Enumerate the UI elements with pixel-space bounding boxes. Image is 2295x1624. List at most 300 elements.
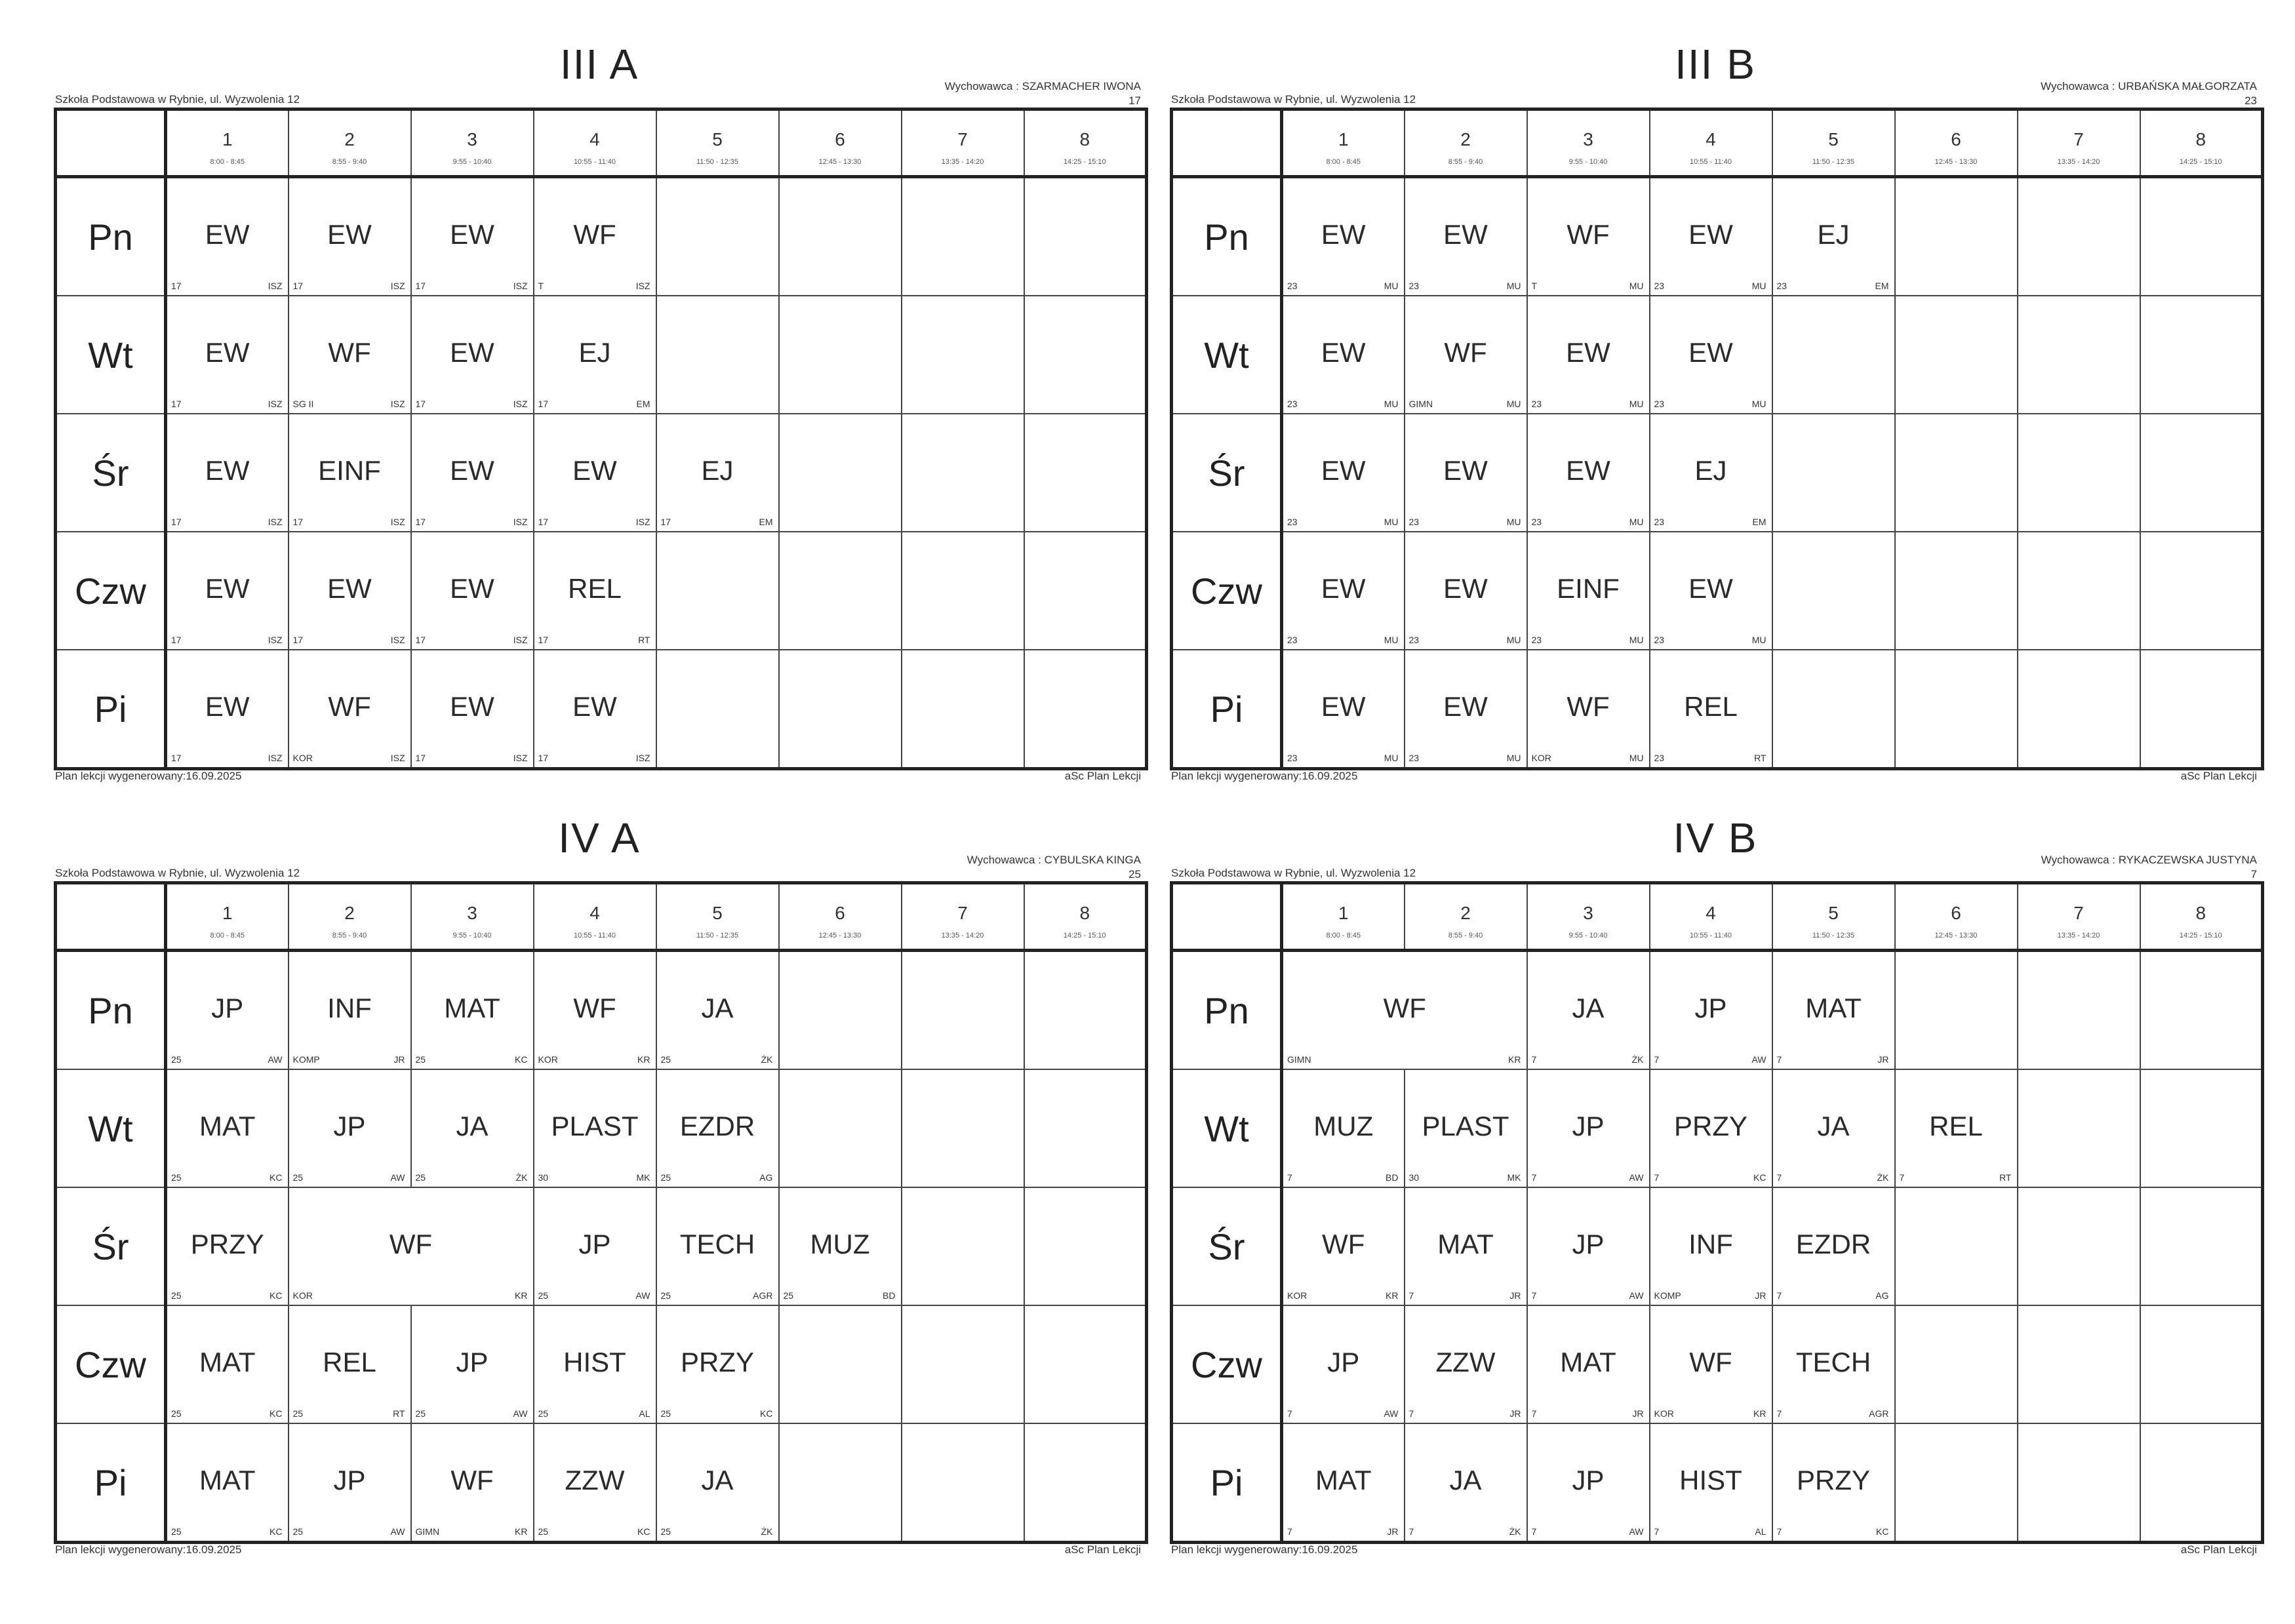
- lesson-subject: REL: [1929, 1111, 1983, 1141]
- lesson-teacher: ŻK: [761, 1526, 773, 1537]
- period-time: 12:45 - 13:30: [818, 158, 862, 166]
- period-number: 2: [1460, 129, 1471, 149]
- lesson-cell: [656, 1069, 779, 1187]
- lesson-room: 7: [1531, 1172, 1537, 1183]
- timetable-grid: [1170, 108, 2264, 770]
- homeroom-prefix: Wychowawca :: [2041, 854, 2119, 866]
- timetable-panel: [54, 812, 1145, 1566]
- empty-cell: [2140, 1187, 2263, 1305]
- lesson-teacher: EM: [1875, 281, 1889, 291]
- empty-cell: [1024, 1423, 1147, 1543]
- lesson-teacher: ISZ: [268, 517, 283, 527]
- lesson-subject: PRZY: [680, 1347, 754, 1377]
- lesson-subject: PRZY: [1796, 1465, 1870, 1495]
- homeroom-prefix: Wychowawca :: [944, 80, 1022, 92]
- lesson-subject: ZZW: [1435, 1347, 1496, 1377]
- lesson-room: 23: [1776, 281, 1787, 291]
- period-header: [1650, 883, 1772, 951]
- lesson-room: T: [538, 281, 544, 291]
- lesson-teacher: JR: [1877, 1054, 1889, 1065]
- lesson-room: KOR: [292, 753, 313, 763]
- lesson-teacher: MU: [1751, 399, 1766, 409]
- lesson-cell: [656, 1305, 779, 1423]
- corner-cell: [1172, 883, 1282, 951]
- lesson-cell: [166, 532, 289, 650]
- timetable-grid: [1170, 881, 2264, 1544]
- empty-cell: [1024, 414, 1147, 532]
- lesson-cell: [411, 1069, 534, 1187]
- lesson-teacher: ŻK: [761, 1054, 773, 1065]
- lesson-cell: [1527, 1069, 1650, 1187]
- lesson-subject: JP: [578, 1229, 611, 1259]
- day-label: Śr: [1172, 1187, 1282, 1305]
- timetable-panel: [54, 38, 1145, 792]
- period-header: [1405, 883, 1527, 951]
- lesson-room: KOR: [1531, 753, 1551, 763]
- empty-cell: [1024, 1187, 1147, 1305]
- generated-date: Plan lekcji wygenerowany:16.09.2025: [55, 770, 242, 782]
- lesson-cell: [1527, 1423, 1650, 1543]
- day-row: [56, 1305, 1147, 1423]
- lesson-room: T: [1531, 281, 1538, 291]
- lesson-room: 25: [783, 1290, 794, 1301]
- lesson-room: 25: [171, 1172, 182, 1183]
- empty-cell: [1895, 1187, 2018, 1305]
- lesson-teacher: ISZ: [390, 635, 405, 645]
- lesson-room: 25: [415, 1172, 426, 1183]
- period-number: 1: [222, 129, 233, 149]
- lesson-subject: EZDR: [1795, 1229, 1871, 1259]
- period-header: [656, 883, 779, 951]
- period-number: 8: [1079, 903, 1090, 923]
- period-header: [1895, 883, 2018, 951]
- lesson-subject: MUZ: [1313, 1111, 1374, 1141]
- lesson-room: 17: [538, 753, 549, 763]
- day-row: [1172, 177, 2263, 296]
- lesson-teacher: JR: [1755, 1290, 1766, 1301]
- lesson-cell: [1405, 1187, 1527, 1305]
- lesson-cell: [411, 532, 534, 650]
- period-header: [534, 109, 656, 177]
- period-number: 6: [835, 903, 845, 923]
- lesson-cell: [289, 1187, 534, 1305]
- lesson-subject: EW: [450, 573, 494, 604]
- lesson-room: 23: [1531, 399, 1542, 409]
- generated-date: Plan lekcji wygenerowany:16.09.2025: [1171, 770, 1358, 782]
- period-number: 5: [1828, 129, 1839, 149]
- lesson-teacher: ISZ: [513, 753, 528, 763]
- day-row: [1172, 296, 2263, 414]
- class-title: IV B: [1673, 814, 1758, 862]
- lesson-cell: [411, 414, 534, 532]
- period-header: [1772, 109, 1895, 177]
- lesson-subject: MAT: [444, 993, 500, 1023]
- lesson-teacher: KR: [1386, 1290, 1399, 1301]
- lesson-cell: [289, 650, 411, 769]
- empty-cell: [1024, 1069, 1147, 1187]
- period-header: [289, 109, 411, 177]
- lesson-subject: PLAST: [1422, 1111, 1509, 1141]
- lesson-teacher: KR: [637, 1054, 650, 1065]
- lesson-subject: TECH: [1795, 1347, 1871, 1377]
- lesson-cell: [166, 1423, 289, 1543]
- empty-cell: [2140, 1069, 2263, 1187]
- lesson-room: 25: [660, 1054, 671, 1065]
- period-header: [779, 883, 902, 951]
- lesson-room: 7: [1776, 1526, 1782, 1537]
- lesson-room: 7: [1654, 1172, 1660, 1183]
- lesson-cell: [1650, 1423, 1772, 1543]
- empty-cell: [1895, 1305, 2018, 1423]
- period-header: [166, 883, 289, 951]
- lesson-subject: JP: [1572, 1465, 1605, 1495]
- lesson-subject: HIST: [563, 1347, 626, 1377]
- empty-cell: [656, 532, 779, 650]
- lesson-cell: [411, 177, 534, 296]
- period-number: 2: [344, 129, 355, 149]
- lesson-teacher: MU: [1506, 753, 1521, 763]
- period-number: 6: [1951, 903, 1961, 923]
- period-header: [1024, 109, 1147, 177]
- lesson-room: 25: [538, 1290, 549, 1301]
- lesson-room: 30: [1408, 1172, 1420, 1183]
- lesson-room: 23: [1287, 753, 1298, 763]
- lesson-teacher: AG: [759, 1172, 773, 1183]
- lesson-subject: MAT: [1560, 1347, 1616, 1377]
- empty-cell: [1895, 951, 2018, 1070]
- homeroom-name: SZARMACHER IWONA: [1022, 80, 1141, 92]
- lesson-cell: [411, 296, 534, 414]
- day-row: [56, 1069, 1147, 1187]
- empty-cell: [902, 951, 1024, 1070]
- day-row: [1172, 1187, 2263, 1305]
- timetable-panel: [1170, 812, 2261, 1566]
- lesson-room: 7: [1408, 1290, 1414, 1301]
- day-label: Czw: [56, 532, 166, 650]
- period-header: [779, 109, 902, 177]
- period-time: 14:25 - 15:10: [1063, 932, 1106, 940]
- lesson-cell: [289, 532, 411, 650]
- day-label: Pi: [1172, 650, 1282, 769]
- generator-credit: aSc Plan Lekcji: [1064, 770, 1141, 782]
- lesson-subject: WF: [1383, 993, 1426, 1023]
- lesson-teacher: MU: [1506, 635, 1521, 645]
- day-label: Pi: [56, 1423, 166, 1543]
- day-label: Czw: [1172, 532, 1282, 650]
- period-time: 12:45 - 13:30: [1934, 932, 1978, 940]
- lesson-subject: EJ: [578, 337, 611, 368]
- period-number: 2: [1460, 903, 1471, 923]
- lesson-cell: [166, 296, 289, 414]
- lesson-room: 25: [660, 1172, 671, 1183]
- period-number: 7: [2073, 129, 2084, 149]
- period-header: [1024, 883, 1147, 951]
- day-label: Śr: [56, 414, 166, 532]
- period-header: [1282, 883, 1405, 951]
- period-time: 11:50 - 12:35: [696, 932, 738, 940]
- lesson-subject: WF: [1567, 691, 1610, 722]
- lesson-room: 23: [1408, 635, 1420, 645]
- lesson-room: 25: [415, 1054, 426, 1065]
- lesson-cell: [1650, 177, 1772, 296]
- empty-cell: [2140, 177, 2263, 296]
- lesson-subject: EW: [327, 573, 372, 604]
- homeroom-room: 7: [2250, 868, 2257, 881]
- lesson-subject: EW: [205, 573, 250, 604]
- lesson-teacher: KR: [1508, 1054, 1521, 1065]
- lesson-teacher: AW: [390, 1172, 405, 1183]
- lesson-subject: MAT: [199, 1347, 256, 1377]
- lesson-room: 25: [538, 1526, 549, 1537]
- lesson-cell: [1772, 1305, 1895, 1423]
- period-time: 12:45 - 13:30: [818, 932, 862, 940]
- lesson-room: 30: [538, 1172, 549, 1183]
- day-row: [1172, 1069, 2263, 1187]
- period-number: 4: [589, 903, 600, 923]
- lesson-subject: EW: [572, 455, 617, 486]
- lesson-cell: [1527, 296, 1650, 414]
- period-time: 9:55 - 10:40: [452, 932, 492, 940]
- homeroom-teacher: [967, 854, 1141, 867]
- lesson-room: 7: [1776, 1290, 1782, 1301]
- lesson-teacher: JR: [1509, 1408, 1521, 1419]
- lesson-cell: [534, 1187, 656, 1305]
- lesson-subject: WF: [573, 219, 616, 250]
- lesson-room: 7: [1776, 1172, 1782, 1183]
- lesson-teacher: AGR: [1869, 1408, 1889, 1419]
- lesson-cell: [411, 1423, 534, 1543]
- lesson-subject: JA: [701, 1465, 734, 1495]
- period-time: 9:55 - 10:40: [452, 158, 492, 166]
- school-name: Szkoła Podstawowa w Rybnie, ul. Wyzwolenia 12: [1171, 867, 1416, 879]
- empty-cell: [2140, 1305, 2263, 1423]
- lesson-cell: [1772, 951, 1895, 1070]
- lesson-cell: [1405, 414, 1527, 532]
- period-header: [2140, 883, 2263, 951]
- lesson-room: 7: [1287, 1526, 1292, 1537]
- school-name: Szkoła Podstawowa w Rybnie, ul. Wyzwolenia 12: [55, 93, 300, 106]
- period-time: 12:45 - 13:30: [1934, 158, 1978, 166]
- period-header: [902, 109, 1024, 177]
- lesson-subject: EW: [1443, 219, 1488, 250]
- lesson-teacher: ŻK: [1509, 1526, 1521, 1537]
- lesson-cell: [289, 414, 411, 532]
- period-number: 3: [467, 129, 477, 149]
- day-label: Pn: [1172, 177, 1282, 296]
- lesson-teacher: RT: [393, 1408, 405, 1419]
- day-row: [56, 1423, 1147, 1543]
- lesson-room: 25: [415, 1408, 426, 1419]
- period-number: 6: [1951, 129, 1961, 149]
- lesson-cell: [1895, 1069, 2018, 1187]
- generated-date: Plan lekcji wygenerowany:16.09.2025: [55, 1543, 242, 1556]
- lesson-room: 7: [1776, 1054, 1782, 1065]
- lesson-room: 17: [171, 635, 182, 645]
- period-time: 8:55 - 9:40: [1448, 932, 1483, 940]
- homeroom-teacher: [2041, 854, 2257, 867]
- lesson-room: 7: [1654, 1526, 1660, 1537]
- lesson-teacher: ISZ: [635, 753, 650, 763]
- lesson-teacher: JR: [1387, 1526, 1399, 1537]
- homeroom-room: 23: [2245, 94, 2257, 107]
- lesson-room: GIMN: [1287, 1054, 1311, 1065]
- empty-cell: [1895, 650, 2018, 769]
- lesson-subject: MAT: [199, 1111, 256, 1141]
- lesson-room: 7: [1408, 1408, 1414, 1419]
- lesson-subject: EW: [1321, 573, 1366, 604]
- lesson-cell: [1650, 414, 1772, 532]
- day-label: Pi: [1172, 1423, 1282, 1543]
- lesson-subject: WF: [1689, 1347, 1732, 1377]
- lesson-subject: WF: [328, 691, 371, 722]
- empty-cell: [779, 414, 902, 532]
- period-header: [1895, 109, 2018, 177]
- lesson-teacher: MU: [1629, 517, 1644, 527]
- lesson-teacher: KC: [269, 1526, 283, 1537]
- lesson-teacher: ISZ: [268, 281, 283, 291]
- lesson-cell: [534, 1069, 656, 1187]
- empty-cell: [902, 650, 1024, 769]
- lesson-subject: EJ: [1694, 455, 1727, 486]
- lesson-room: 25: [292, 1526, 304, 1537]
- lesson-cell: [289, 177, 411, 296]
- empty-cell: [779, 650, 902, 769]
- period-time: 8:00 - 8:45: [1326, 932, 1361, 940]
- lesson-teacher: MU: [1751, 281, 1766, 291]
- lesson-room: 25: [538, 1408, 549, 1419]
- lesson-cell: [534, 296, 656, 414]
- lesson-cell: [1282, 650, 1405, 769]
- lesson-subject: EW: [1321, 455, 1366, 486]
- lesson-subject: WF: [450, 1465, 494, 1495]
- lesson-subject: EW: [1443, 455, 1488, 486]
- day-label: Wt: [1172, 296, 1282, 414]
- lesson-teacher: KC: [515, 1054, 528, 1065]
- lesson-subject: WF: [328, 337, 371, 368]
- lesson-teacher: EM: [759, 517, 773, 527]
- lesson-cell: [534, 1423, 656, 1543]
- lesson-subject: EW: [1321, 691, 1366, 722]
- day-row: [56, 951, 1147, 1070]
- empty-cell: [1772, 532, 1895, 650]
- lesson-subject: EW: [450, 219, 494, 250]
- empty-cell: [1895, 177, 2018, 296]
- lesson-room: 23: [1654, 753, 1665, 763]
- homeroom-room: 17: [1128, 94, 1141, 107]
- lesson-cell: [289, 1423, 411, 1543]
- lesson-room: 7: [1531, 1408, 1537, 1419]
- school-name: Szkoła Podstawowa w Rybnie, ul. Wyzwolenia 12: [1171, 93, 1416, 106]
- corner-cell: [56, 883, 166, 951]
- period-number: 3: [1583, 903, 1593, 923]
- lesson-teacher: BD: [1386, 1172, 1399, 1183]
- lesson-teacher: BD: [883, 1290, 896, 1301]
- empty-cell: [2018, 532, 2140, 650]
- period-time: 13:35 - 14:20: [941, 932, 984, 940]
- day-row: [1172, 1423, 2263, 1543]
- empty-cell: [2140, 951, 2263, 1070]
- period-number: 6: [835, 129, 845, 149]
- lesson-cell: [289, 296, 411, 414]
- lesson-cell: [1282, 951, 1527, 1070]
- lesson-cell: [166, 1069, 289, 1187]
- day-label: Pn: [56, 951, 166, 1070]
- period-time: 10:55 - 11:40: [573, 932, 616, 940]
- school-name: Szkoła Podstawowa w Rybnie, ul. Wyzwolenia 12: [55, 867, 300, 879]
- lesson-cell: [166, 650, 289, 769]
- lesson-cell: [1650, 650, 1772, 769]
- lesson-subject: JP: [1694, 993, 1727, 1023]
- lesson-room: 25: [292, 1172, 304, 1183]
- lesson-room: 17: [292, 635, 304, 645]
- lesson-room: 7: [1531, 1290, 1537, 1301]
- lesson-subject: WF: [573, 993, 616, 1023]
- empty-cell: [779, 296, 902, 414]
- day-row: [56, 414, 1147, 532]
- period-header: [2140, 109, 2263, 177]
- lesson-teacher: ŻK: [1631, 1054, 1644, 1065]
- lesson-room: 23: [1287, 635, 1298, 645]
- lesson-subject: WF: [1322, 1229, 1365, 1259]
- empty-cell: [779, 951, 902, 1070]
- empty-cell: [2140, 1423, 2263, 1543]
- lesson-subject: MAT: [1437, 1229, 1494, 1259]
- lesson-cell: [166, 177, 289, 296]
- lesson-subject: PLAST: [551, 1111, 639, 1141]
- period-header: [411, 109, 534, 177]
- lesson-cell: [1650, 532, 1772, 650]
- lesson-teacher: KR: [515, 1290, 528, 1301]
- lesson-cell: [1527, 414, 1650, 532]
- lesson-subject: JP: [1572, 1111, 1605, 1141]
- lesson-room: 23: [1287, 281, 1298, 291]
- corner-cell: [56, 109, 166, 177]
- lesson-cell: [1527, 951, 1650, 1070]
- period-time: 9:55 - 10:40: [1568, 158, 1608, 166]
- lesson-subject: EJ: [701, 455, 734, 486]
- period-header: [1527, 883, 1650, 951]
- lesson-cell: [1527, 1305, 1650, 1423]
- lesson-room: 17: [171, 281, 182, 291]
- lesson-cell: [1282, 296, 1405, 414]
- lesson-teacher: EM: [636, 399, 650, 409]
- period-time: 10:55 - 11:40: [1689, 932, 1732, 940]
- lesson-teacher: AW: [513, 1408, 528, 1419]
- lesson-subject: INF: [327, 993, 372, 1023]
- lesson-subject: MUZ: [810, 1229, 870, 1259]
- lesson-teacher: KR: [1753, 1408, 1766, 1419]
- lesson-cell: [1527, 1187, 1650, 1305]
- period-number: 1: [222, 903, 233, 923]
- lesson-cell: [166, 414, 289, 532]
- lesson-subject: JP: [333, 1465, 366, 1495]
- lesson-cell: [1772, 177, 1895, 296]
- empty-cell: [656, 177, 779, 296]
- lesson-subject: EJ: [1817, 219, 1850, 250]
- lesson-cell: [166, 1305, 289, 1423]
- lesson-teacher: MU: [1751, 635, 1766, 645]
- lesson-cell: [1650, 296, 1772, 414]
- lesson-room: 25: [171, 1526, 182, 1537]
- lesson-room: 25: [660, 1290, 671, 1301]
- lesson-room: 7: [1899, 1172, 1905, 1183]
- empty-cell: [656, 650, 779, 769]
- lesson-subject: EW: [205, 219, 250, 250]
- empty-cell: [2018, 296, 2140, 414]
- empty-cell: [902, 296, 1024, 414]
- lesson-room: 17: [171, 753, 182, 763]
- period-header: [1405, 109, 1527, 177]
